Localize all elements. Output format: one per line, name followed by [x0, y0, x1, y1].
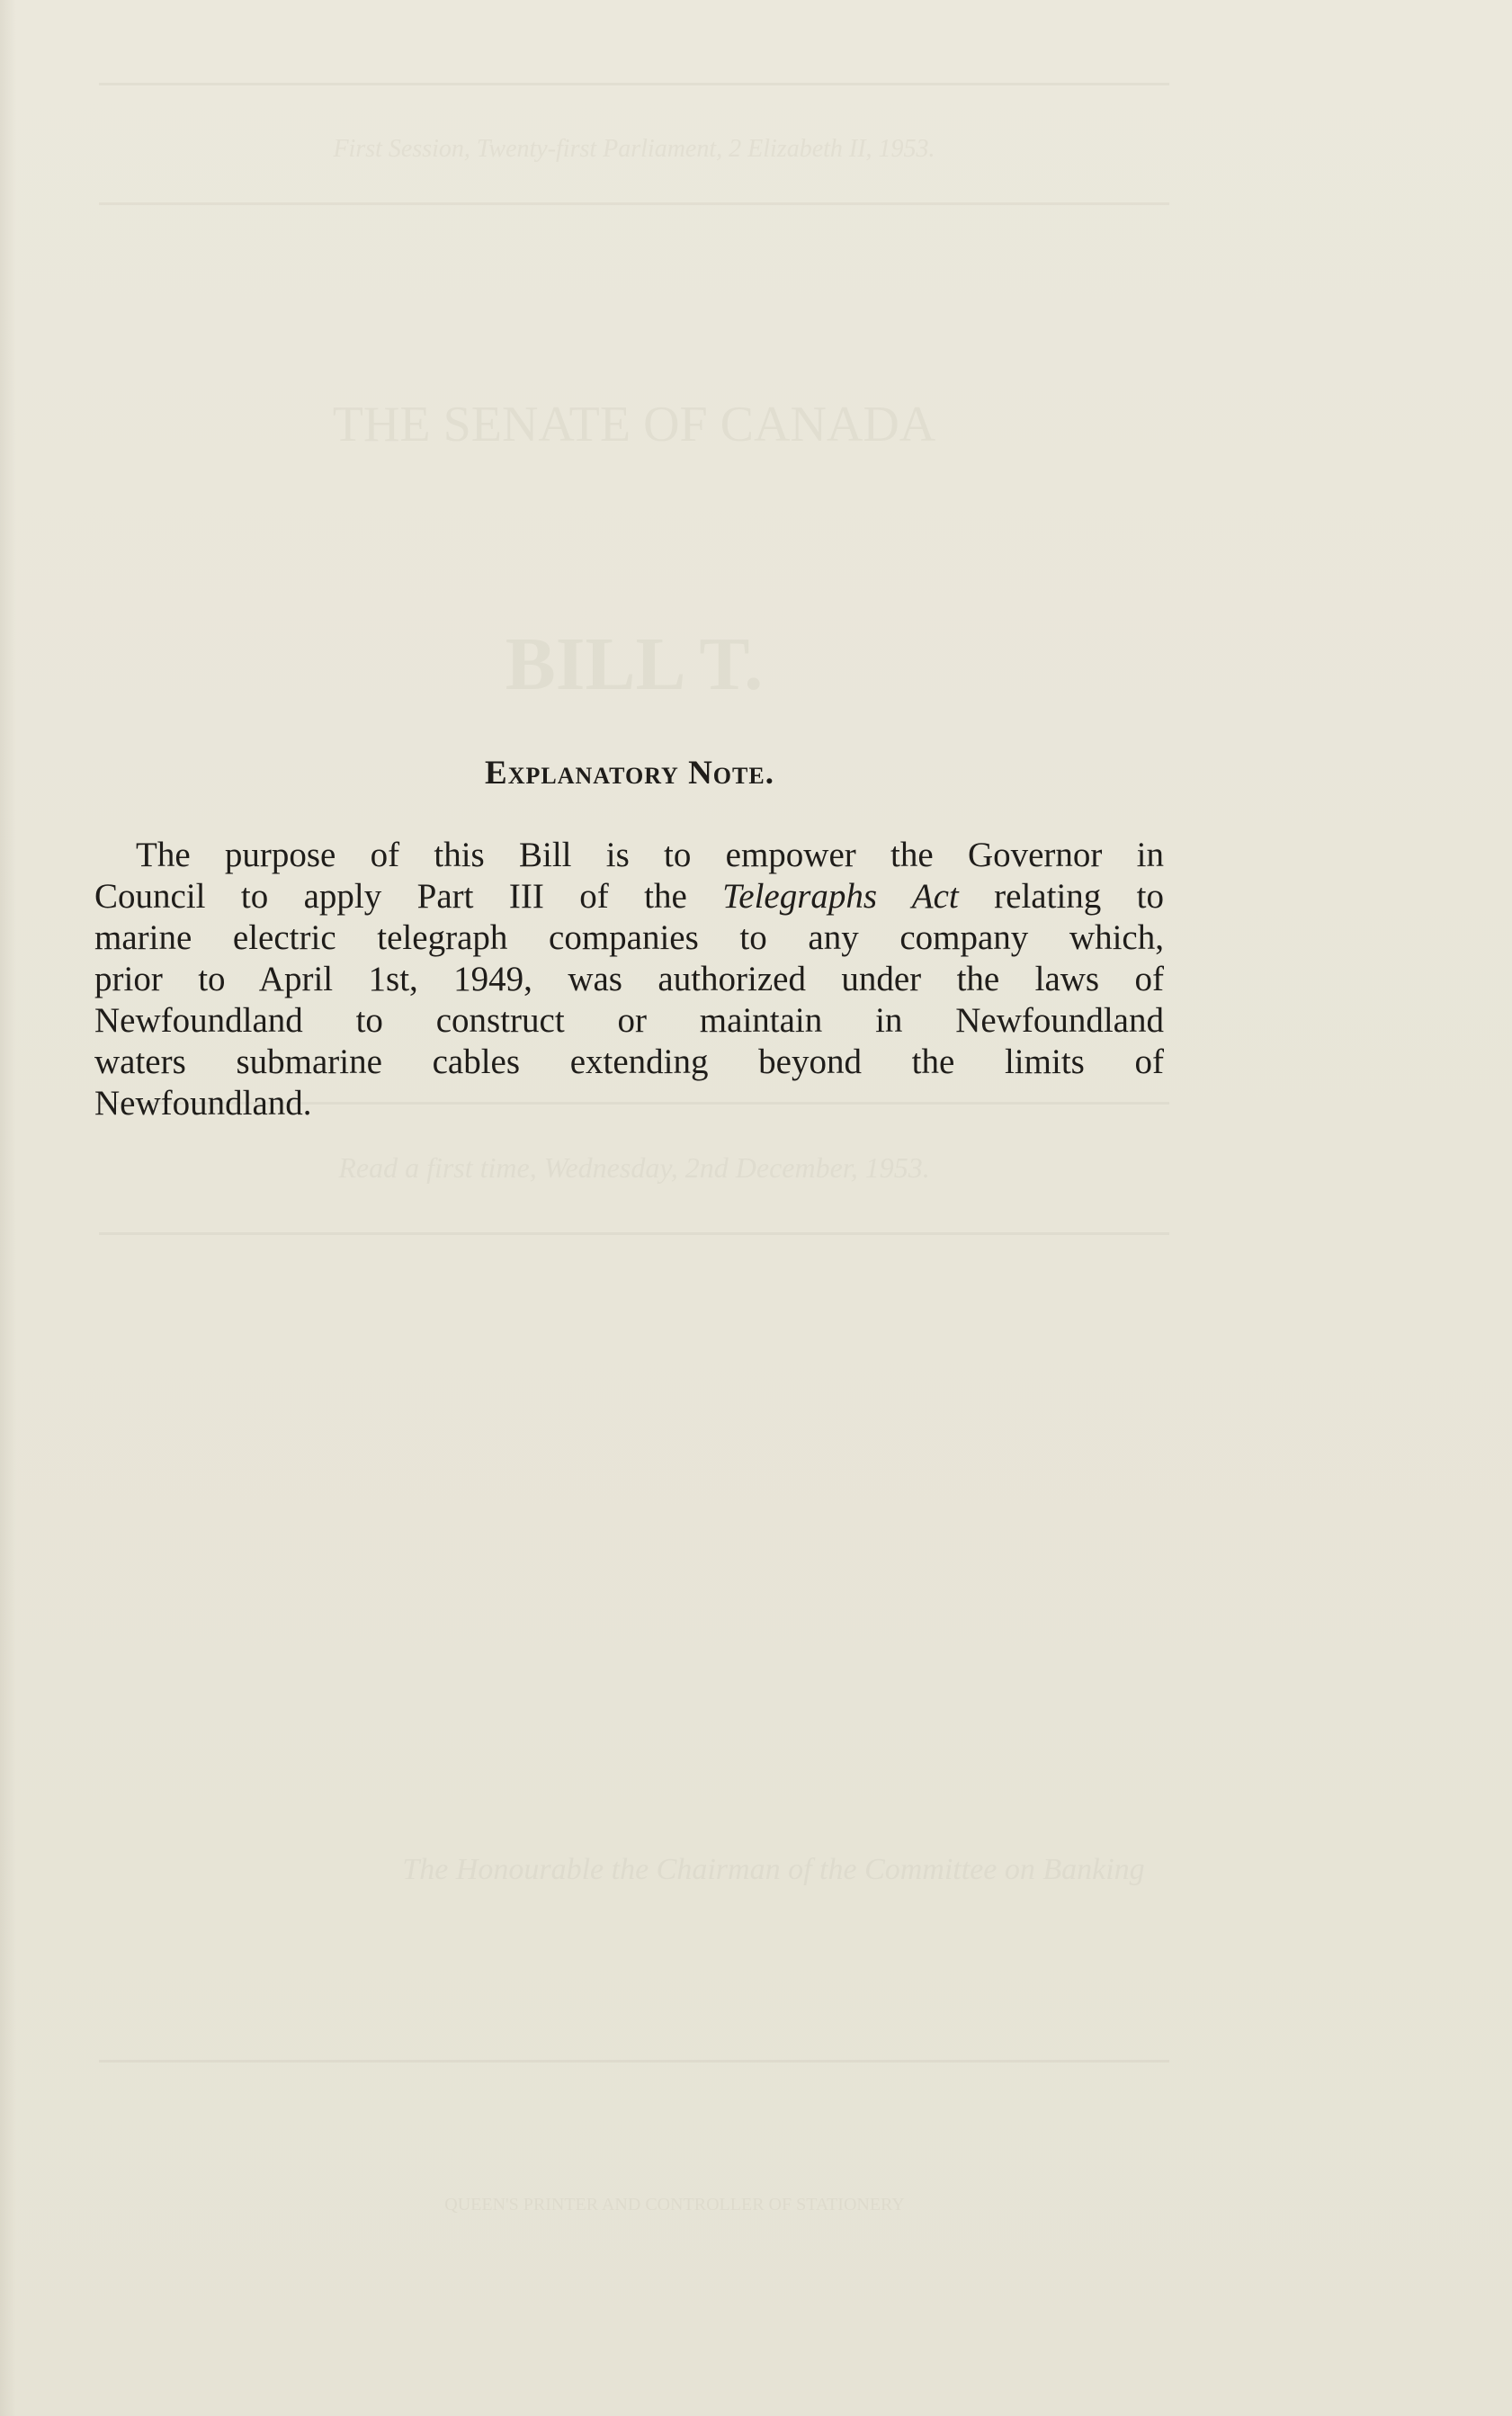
explanatory-note-body [94, 835, 1164, 1124]
show-through-first-reading: Read a first time, Wednesday, 2nd December, 1953. [338, 1151, 930, 1184]
show-through-rule-2 [99, 202, 1169, 205]
note-line [94, 1042, 1164, 1083]
note-line-text: Newfoundland to construct or maintain in Newfoundland [94, 1001, 1164, 1040]
explanatory-note-heading: Explanatory Note. [485, 755, 774, 792]
note-line [94, 1000, 1164, 1042]
note-line [94, 1083, 1164, 1124]
show-through-rule-top [99, 83, 1169, 85]
show-through-chamber: THE SENATE OF CANADA [332, 397, 936, 452]
show-through-rule-5 [99, 2060, 1169, 2063]
note-line [94, 835, 1164, 876]
note-line-text: Newfoundland. [94, 1084, 312, 1123]
act-title: Telegraphs Act [722, 877, 959, 916]
note-line-text: The purpose of this Bill is to empower the Governor in [136, 836, 1164, 874]
show-through-session-line: First Session, Twenty-first Parliament, 2 Elizabeth II, 1953. [333, 135, 935, 163]
note-line [94, 876, 1164, 917]
note-line-text: relating to [958, 877, 1165, 916]
show-through-rule-4 [99, 1232, 1169, 1235]
note-line-text: waters submarine cables extending beyond the limits of [94, 1042, 1164, 1081]
note-line-text: Council to apply Part III of the [94, 877, 723, 916]
note-line-text: prior to April 1st, 1949, was authorized under the laws of [94, 960, 1164, 998]
show-through-bill: BILL T. [505, 622, 764, 706]
show-through-referral: The Honourable the Chairman of the Committee on Banking [402, 1853, 1145, 1886]
note-line [94, 959, 1164, 1000]
show-through-printer: QUEEN'S PRINTER AND CONTROLLER OF STATIONERY [444, 2195, 905, 2215]
note-line [94, 917, 1164, 959]
note-line-text: marine electric telegraph companies to any company which, [94, 918, 1164, 957]
